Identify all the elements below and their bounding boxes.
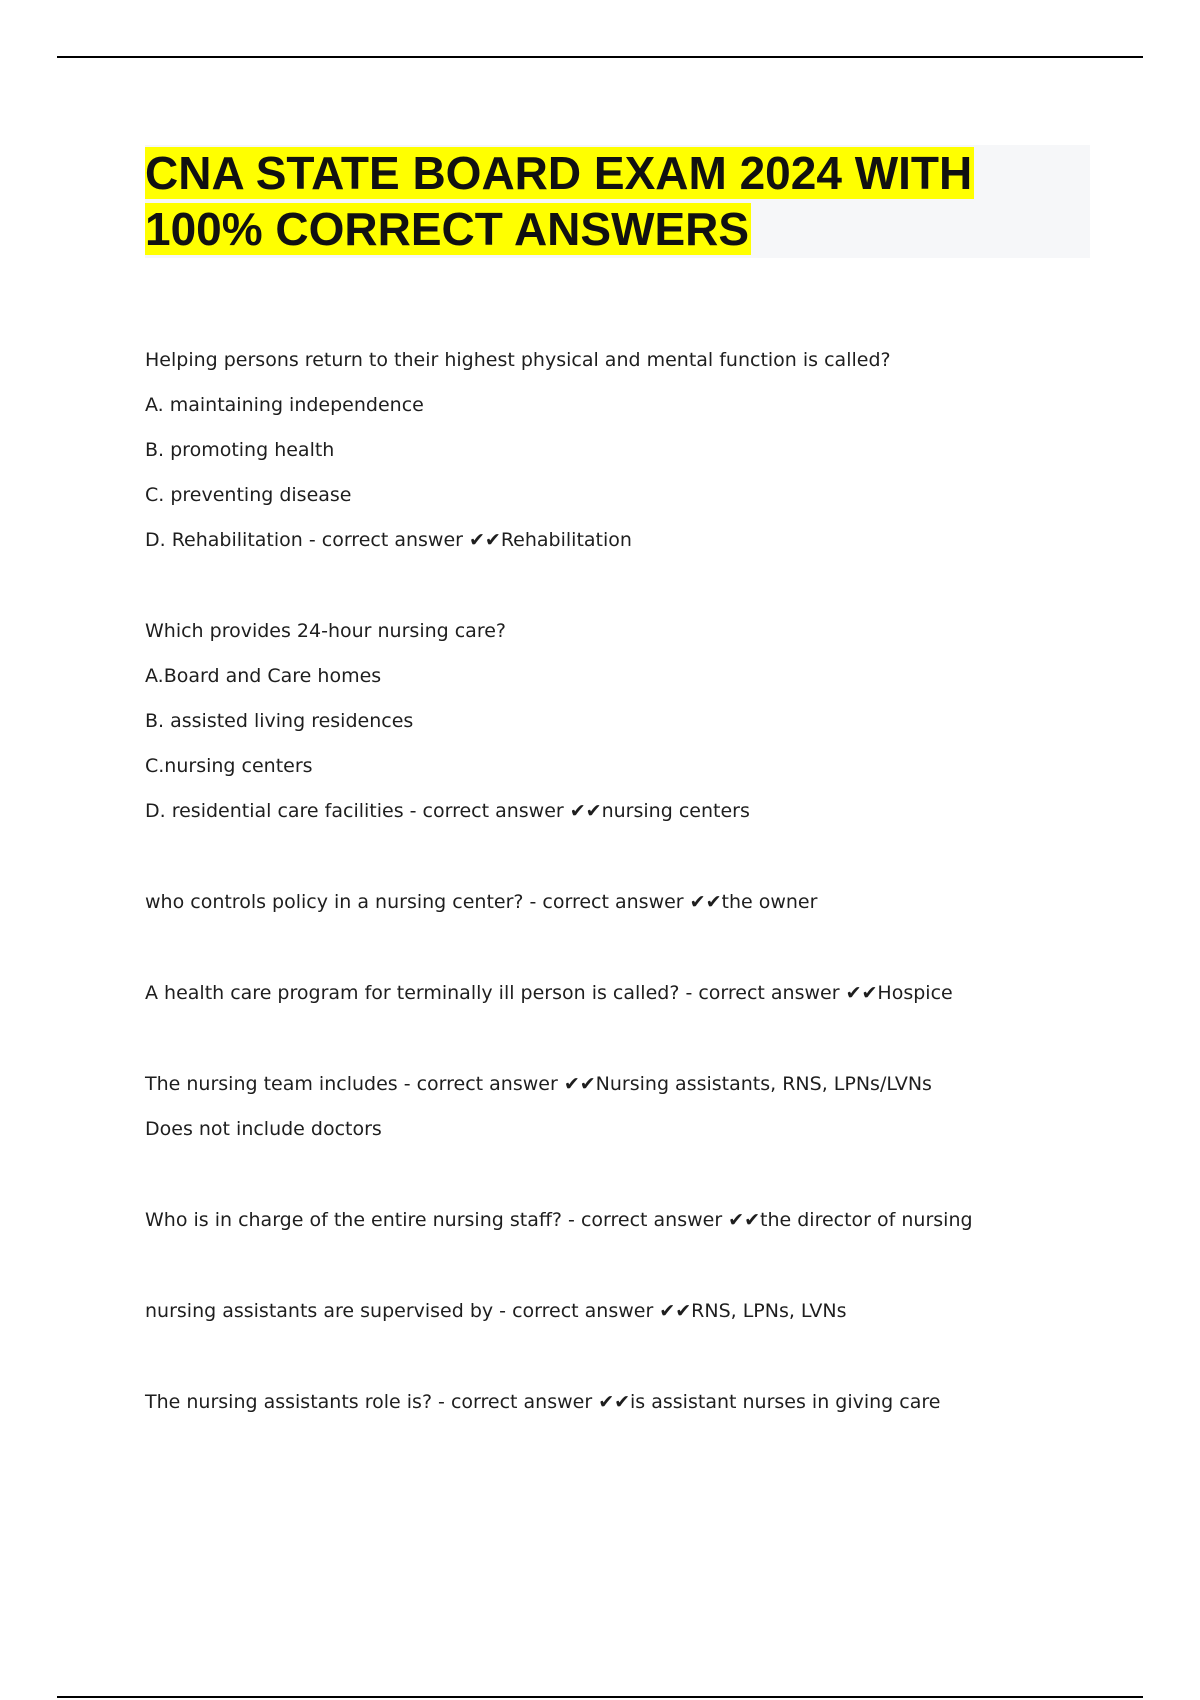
question-text: Who is in charge of the entire nursing staff? - correct answer ✔✔the director of nursing <box>145 1209 973 1231</box>
spacer <box>145 1021 1105 1067</box>
answer-option: C. preventing disease <box>145 484 352 506</box>
answer-option: D. Rehabilitation - correct answer ✔✔Rehabilitation <box>145 529 632 551</box>
spacer <box>145 1157 1105 1203</box>
answer-option: D. residential care facilities - correct answer ✔✔nursing centers <box>145 800 750 822</box>
answer-option: A.Board and Care homes <box>145 665 382 687</box>
question-text: nursing assistants are supervised by - correct answer ✔✔RNS, LPNs, LVNs <box>145 1300 847 1322</box>
question-text: Helping persons return to their highest physical and mental function is called? <box>145 349 891 371</box>
question-list <box>145 343 1105 1430</box>
question-block <box>145 885 1105 930</box>
question-block <box>145 976 1105 1021</box>
question-block <box>145 1067 1105 1157</box>
question-block <box>145 343 1105 568</box>
question-text: who controls policy in a nursing center? - correct answer ✔✔the owner <box>145 891 818 913</box>
answer-option: B. promoting health <box>145 439 335 461</box>
answer-option: A. maintaining independence <box>145 394 424 416</box>
question-block <box>145 614 1105 839</box>
question-text: The nursing team includes - correct answer ✔✔Nursing assistants, RNS, LPNs/LVNs <box>145 1073 932 1095</box>
spacer <box>145 1248 1105 1294</box>
question-text: Which provides 24-hour nursing care? <box>145 620 506 642</box>
title-box <box>145 145 1090 258</box>
answer-note: Does not include doctors <box>145 1118 382 1140</box>
page-title <box>145 145 1090 257</box>
top-rule <box>57 56 1143 58</box>
answer-option: B. assisted living residences <box>145 710 414 732</box>
title-line-1: CNA STATE BOARD EXAM 2024 WITH <box>145 147 973 199</box>
question-text: A health care program for terminally ill person is called? - correct answer ✔✔Hospice <box>145 982 953 1004</box>
spacer <box>145 568 1105 614</box>
answer-option: C.nursing centers <box>145 755 313 777</box>
question-text: The nursing assistants role is? - correct answer ✔✔is assistant nurses in giving care <box>145 1391 941 1413</box>
spacer <box>145 839 1105 885</box>
title-line-2: 100% CORRECT ANSWERS <box>145 203 750 255</box>
question-block <box>145 1203 1105 1248</box>
bottom-rule <box>57 1696 1143 1698</box>
spacer <box>145 1339 1105 1385</box>
question-block <box>145 1294 1105 1339</box>
question-block <box>145 1385 1105 1430</box>
spacer <box>145 930 1105 976</box>
